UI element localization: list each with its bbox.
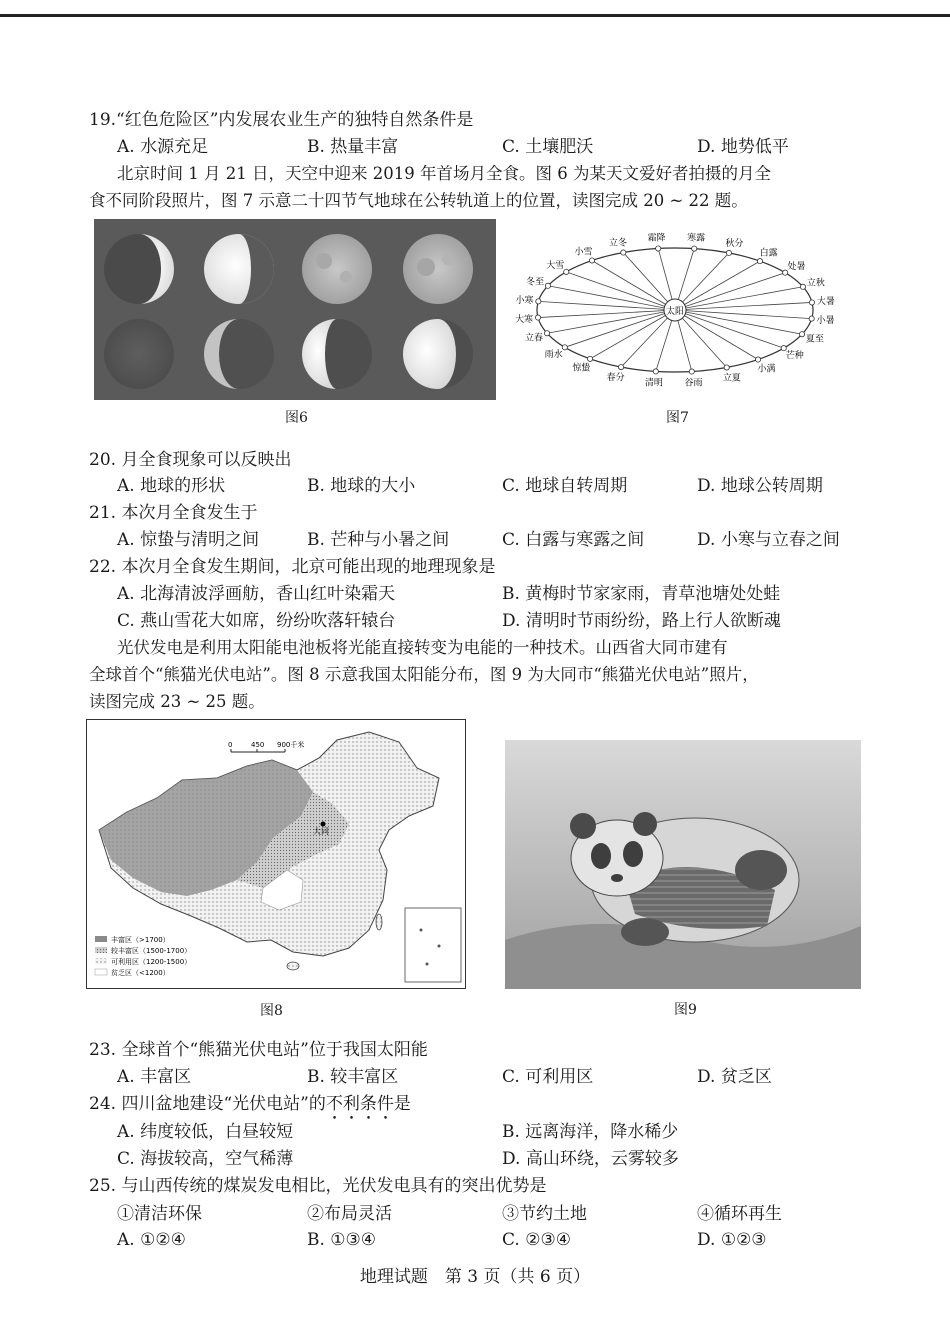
earth-position-marker xyxy=(587,356,592,361)
legend-swatch-relatively-rich xyxy=(95,947,107,953)
china-map xyxy=(87,720,465,988)
panda-leg-right xyxy=(735,850,787,890)
earth-position-marker xyxy=(799,332,804,337)
solar-term-label: 夏至 xyxy=(805,334,824,345)
q24-stem-post: 是 xyxy=(393,1094,411,1114)
legend-usable: 可利用区（1200-1500） xyxy=(111,958,192,966)
q24-stem-pre: 24. 四川盆地建设“光伏电站”的 xyxy=(89,1094,326,1114)
earth-position-marker xyxy=(800,284,805,289)
earth-position-marker xyxy=(618,364,623,369)
q25-option-b: B. ①③④ xyxy=(307,1230,377,1250)
q21-option-a: A. 惊蛰与清明之间 xyxy=(117,530,260,550)
solar-term-label: 清明 xyxy=(644,378,663,389)
map-legend xyxy=(95,935,191,977)
q24-option-d: D. 高山环绕，云雾较多 xyxy=(502,1149,679,1169)
earth-position-marker xyxy=(536,299,541,304)
earth-position-marker xyxy=(809,316,814,321)
q19-option-d: D. 地势低平 xyxy=(697,137,789,157)
q25-item-1: ①清洁环保 xyxy=(117,1204,202,1224)
earth-position-marker xyxy=(757,259,762,264)
solar-term-label: 小满 xyxy=(757,364,776,375)
scale-label-450: 450 xyxy=(251,741,265,749)
solar-term-label: 雨水 xyxy=(544,349,563,360)
q23-option-b: B. 较丰富区 xyxy=(307,1067,399,1087)
solar-term-label: 大雪 xyxy=(546,261,565,272)
q24-option-b: B. 远离海洋，降水稀少 xyxy=(502,1122,679,1142)
earth-position-marker xyxy=(724,365,729,370)
q20-stem: 20. 月全食现象可以反映出 xyxy=(89,450,292,470)
q22-stem: 22. 本次月全食发生期间，北京可能出现的地理现象是 xyxy=(89,557,496,577)
q19-option-b: B. 热量丰富 xyxy=(307,137,399,157)
panda-station-illustration xyxy=(505,740,861,989)
orbit-diagram xyxy=(500,222,865,400)
earth-position-marker xyxy=(562,345,567,350)
datong-label: 大同 xyxy=(313,827,329,836)
inset-island-3 xyxy=(426,963,429,966)
solar-term-label: 惊蛰 xyxy=(572,363,591,374)
moon-phase-8 xyxy=(403,319,473,389)
q22-option-b: B. 黄梅时节家家雨，青草池塘处处蛙 xyxy=(502,584,781,604)
legend-swatch-poor xyxy=(95,969,107,975)
scale-label-900: 900千米 xyxy=(277,741,305,749)
earth-position-marker xyxy=(564,269,569,274)
q20-option-b: B. 地球的大小 xyxy=(307,476,416,496)
q24-option-a: A. 纬度较低，白昼较短 xyxy=(117,1122,294,1142)
solar-term-label: 芒种 xyxy=(785,350,804,361)
intro2-line3: 读图完成 23 ~ 25 题。 xyxy=(89,692,265,711)
earth-position-marker xyxy=(545,283,550,288)
earth-position-marker xyxy=(726,250,731,255)
q19-option-c: C. 土壤肥沃 xyxy=(502,137,594,157)
q25-item-2: ②布局灵活 xyxy=(307,1204,392,1224)
solar-term-label: 立春 xyxy=(525,333,544,344)
q23-option-a: A. 丰富区 xyxy=(117,1067,192,1087)
q24-stem-emphasis: 不利条件 xyxy=(325,1094,394,1114)
q25-option-c: C. ②③④ xyxy=(502,1230,571,1250)
solar-term-label: 小暑 xyxy=(816,316,835,327)
q21-option-b: B. 芒种与小暑之间 xyxy=(307,530,450,550)
panda-ear-right xyxy=(633,812,657,836)
moon-phase-7 xyxy=(302,319,372,389)
sun-label: 太阳 xyxy=(665,307,685,317)
panda-leg-left xyxy=(621,918,669,946)
earth-position-marker xyxy=(809,300,814,305)
eclipse-phases xyxy=(94,219,496,400)
datong-marker xyxy=(321,822,326,827)
moon-phase-4 xyxy=(403,234,473,304)
intro1-line2: 食不同阶段照片，图 7 示意二十四节气地球在公转轨道上的位置，读图完成 20 ~ 22 题。 xyxy=(89,191,748,210)
figure-8-solar-map xyxy=(86,719,466,989)
legend-swatch-usable xyxy=(95,958,107,964)
q23-option-c: C. 可利用区 xyxy=(502,1067,594,1087)
q22-option-c: C. 燕山雪花大如席，纷纷吹落轩辕台 xyxy=(117,611,396,631)
solar-term-label: 大寒 xyxy=(515,314,534,325)
intro2-line1: 光伏发电是利用太阳能电池板将光能直接转变为电能的一种技术。山西省大同市建有 xyxy=(117,638,728,657)
moon-phase-6 xyxy=(204,319,274,389)
q19-option-a: A. 水源充足 xyxy=(117,137,209,157)
solar-term-label: 处暑 xyxy=(787,262,806,273)
legend-rich: 丰富区（>1700） xyxy=(111,936,170,944)
earth-position-marker xyxy=(544,331,549,336)
figure-7-caption: 图7 xyxy=(666,410,689,426)
figure-8-caption: 图8 xyxy=(260,1003,283,1019)
q22-option-a: A. 北海清波浮画舫，香山红叶染霜天 xyxy=(117,584,396,604)
earth-position-marker xyxy=(692,246,697,251)
earth-position-marker xyxy=(689,369,694,374)
intro1-line1: 北京时间 1 月 21 日，天空中迎来 2019 年首场月全食。图 6 为某天文爱好者拍摄的月全 xyxy=(117,164,771,183)
earth-position-marker xyxy=(653,369,658,374)
figure-9-panda-station-photo xyxy=(505,740,861,989)
figure-6-eclipse-photos xyxy=(94,219,496,400)
moon-phase-5 xyxy=(104,319,174,389)
legend-relatively-rich: 较丰富区（1500-1700） xyxy=(111,947,192,955)
q24-stem xyxy=(89,1093,411,1124)
moon-phase-1 xyxy=(104,234,174,304)
solar-term-label: 霜降 xyxy=(647,233,666,244)
solar-term-label: 小雪 xyxy=(574,247,593,258)
solar-term-label: 小寒 xyxy=(515,295,534,306)
hainan-island xyxy=(287,962,299,970)
q25-option-a: A. ①②④ xyxy=(117,1230,186,1250)
q20-option-c: C. 地球自转周期 xyxy=(502,476,628,496)
moon-phase-3 xyxy=(302,234,372,304)
top-border-line xyxy=(0,14,950,17)
page-footer: 地理试题 第 3 页（共 6 页） xyxy=(359,1267,591,1287)
q20-option-d: D. 地球公转周期 xyxy=(697,476,823,496)
south-china-sea-inset xyxy=(405,908,461,982)
moon-phase-2 xyxy=(204,234,274,304)
earth-position-marker xyxy=(656,246,661,251)
solar-term-label: 冬至 xyxy=(526,277,545,288)
q19-stem: 19.“红色危险区”内发展农业生产的独特自然条件是 xyxy=(89,110,474,130)
solar-term-label: 立秋 xyxy=(806,278,825,289)
q23-option-d: D. 贫乏区 xyxy=(697,1067,772,1087)
q25-stem: 25. 与山西传统的煤炭发电相比，光伏发电具有的突出优势是 xyxy=(89,1176,547,1196)
earth-position-marker xyxy=(535,315,540,320)
q22-option-d: D. 清明时节雨纷纷，路上行人欲断魂 xyxy=(502,611,781,631)
earth-position-marker xyxy=(589,258,594,263)
figure-6-caption: 图6 xyxy=(285,410,308,426)
inset-island-1 xyxy=(420,929,423,932)
earth-position-marker xyxy=(621,250,626,255)
panda-eye-right xyxy=(623,841,643,867)
q24-option-c: C. 海拔较高，空气稀薄 xyxy=(117,1149,294,1169)
solar-term-label: 谷雨 xyxy=(684,378,703,389)
solar-term-label: 秋分 xyxy=(725,238,744,249)
inset-island-2 xyxy=(438,945,441,948)
solar-term-label: 春分 xyxy=(606,373,625,384)
q23-stem: 23. 全球首个“熊猫光伏电站”位于我国太阳能 xyxy=(89,1040,428,1060)
solar-term-label: 立冬 xyxy=(609,238,628,249)
panda-ear-left xyxy=(570,813,596,839)
q21-option-c: C. 白露与寒露之间 xyxy=(502,530,645,550)
legend-poor: 贫乏区（<1200） xyxy=(111,969,170,977)
panda-eye-left xyxy=(591,843,611,869)
solar-term-label: 立夏 xyxy=(722,373,741,384)
solar-term-label: 寒露 xyxy=(687,233,706,244)
solar-term-label: 白露 xyxy=(759,248,778,259)
q21-option-d: D. 小寒与立春之间 xyxy=(697,530,840,550)
intro2-line2: 全球首个“熊猫光伏电站”。图 8 示意我国太阳能分布，图 9 为大同市“熊猫光伏电站”照片， xyxy=(89,665,759,684)
q25-item-3: ③节约土地 xyxy=(502,1204,587,1224)
figure-9-caption: 图9 xyxy=(674,1002,697,1018)
scale-label-0: 0 xyxy=(228,741,233,749)
q25-item-4: ④循环再生 xyxy=(697,1204,782,1224)
q20-option-a: A. 地球的形状 xyxy=(117,476,226,496)
earth-position-marker xyxy=(755,357,760,362)
legend-swatch-rich xyxy=(95,936,107,942)
q21-stem: 21. 本次月全食发生于 xyxy=(89,503,258,523)
panda-nose xyxy=(611,874,623,882)
figure-7-solar-terms-orbit xyxy=(500,222,865,400)
q25-option-d: D. ①②③ xyxy=(697,1230,767,1250)
solar-term-label: 大暑 xyxy=(816,297,835,308)
taiwan-island xyxy=(376,914,382,930)
